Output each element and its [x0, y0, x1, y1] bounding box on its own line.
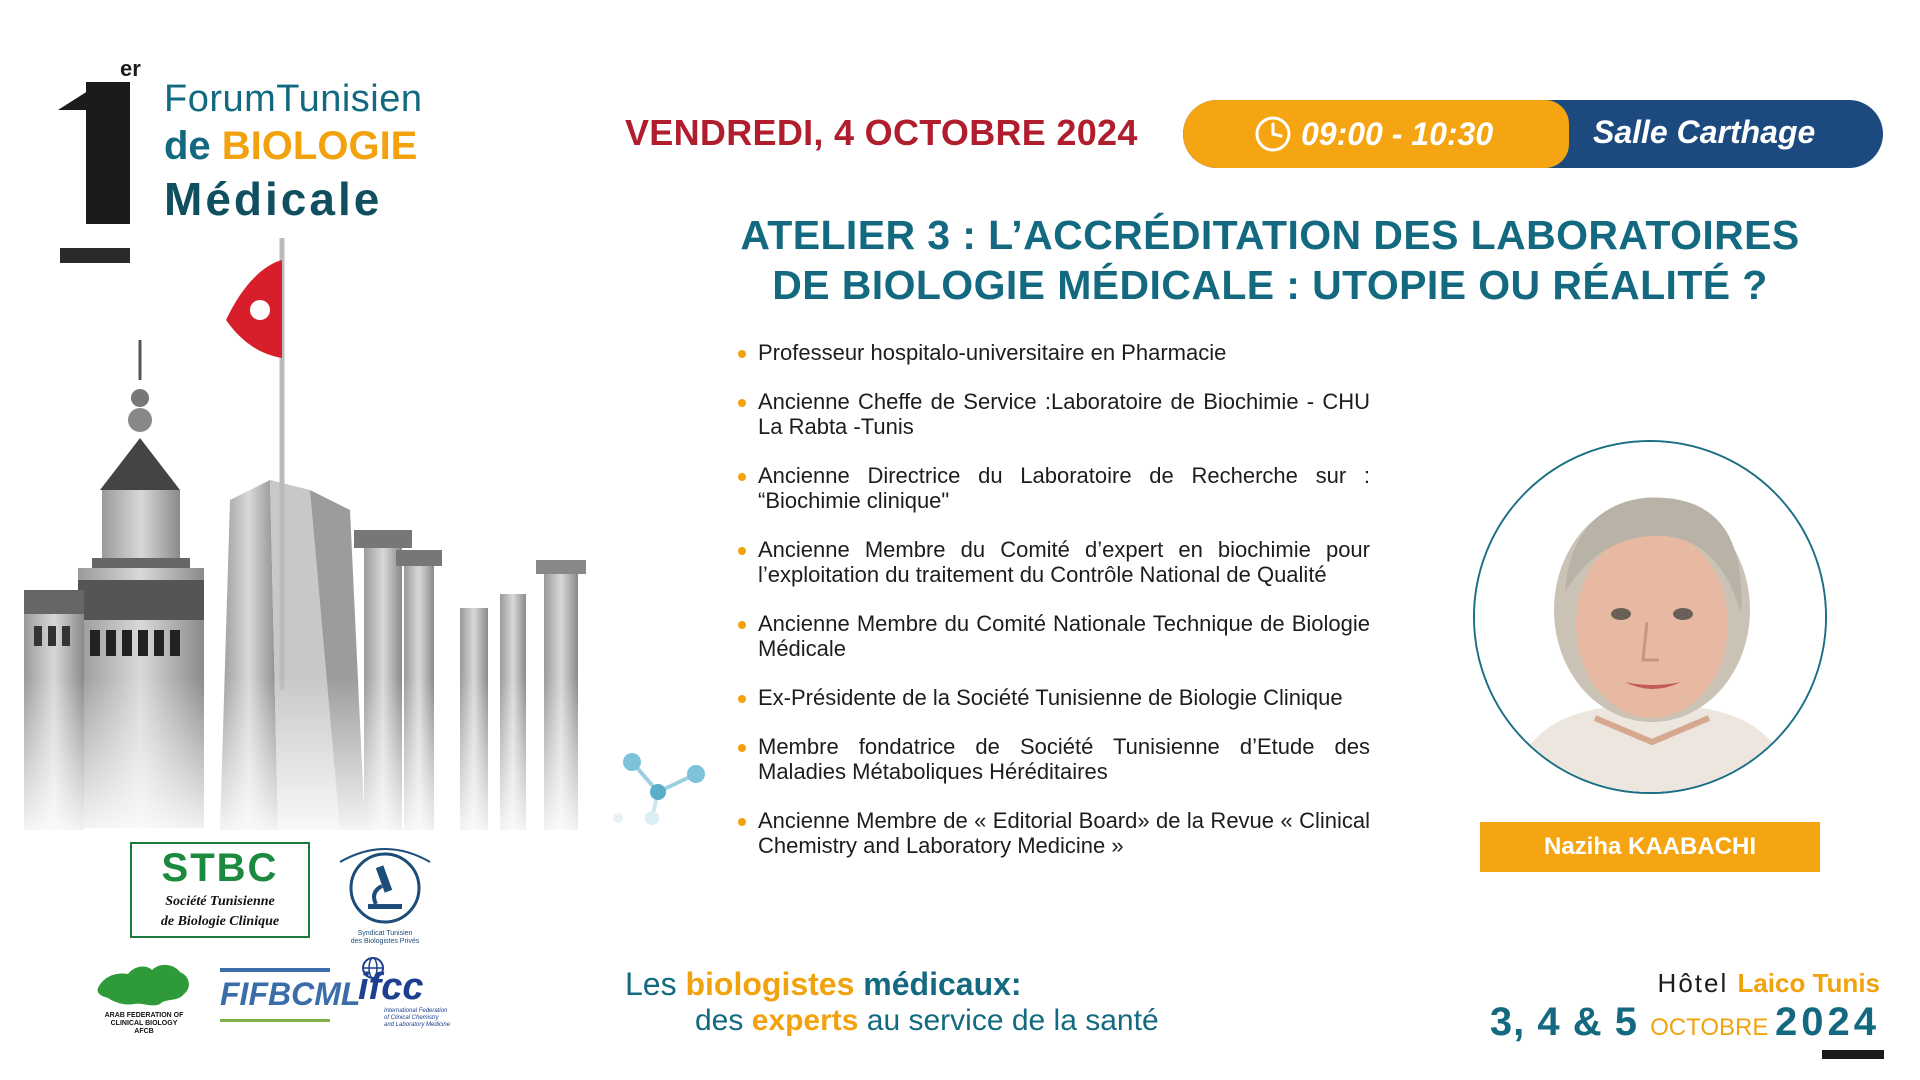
bullet-icon — [738, 621, 746, 629]
event-room: Salle Carthage — [1593, 114, 1816, 150]
slogan-line1 — [625, 966, 1022, 1003]
fifbcml-logo — [216, 966, 361, 1022]
slogan-line2 — [695, 1004, 1159, 1038]
fifbcml-logo-text: FIFBCML — [220, 976, 361, 1012]
ifcc-caption-3: and Laboratory Medicine — [384, 1022, 451, 1028]
bullet-icon — [738, 547, 746, 555]
bio-item — [738, 389, 1370, 439]
bio-item — [738, 808, 1370, 858]
forum-year: 2024 — [1775, 1000, 1880, 1044]
bullet-icon — [738, 473, 746, 481]
slogan-text: Les — [625, 966, 686, 1002]
forum-dates — [1490, 1000, 1880, 1045]
venue-prefix: Hôtel — [1657, 968, 1738, 998]
clock-icon — [1253, 114, 1293, 154]
ifcc-caption — [384, 1008, 482, 1029]
footer-underline — [1822, 1050, 1884, 1059]
syndicat-caption — [330, 930, 440, 946]
bullet-icon — [738, 350, 746, 358]
speaker-photo — [1473, 440, 1827, 794]
bullet-icon — [738, 744, 746, 752]
stbc-logo — [130, 842, 310, 938]
brand-medicale: Médicale — [164, 173, 383, 225]
brand-biologie: BIOLOGIE — [221, 124, 418, 168]
syndicat-caption-1: Syndicat Tunisien — [357, 930, 413, 937]
bullet-icon — [738, 695, 746, 703]
slogan-highlight: biologistes — [685, 966, 855, 1002]
bio-item-text: Ancienne Membre du Comité d’expert en biochimie pour l’exploitation du traitement du Contrôle National de Qualité — [758, 537, 1370, 587]
afcb-caption-1: ARAB FEDERATION OF — [104, 1012, 184, 1019]
speaker-bio-list — [738, 340, 1370, 882]
slogan-text: des — [695, 1004, 752, 1037]
forum-month: OCTOBRE — [1650, 1014, 1776, 1041]
bio-item-text: Professeur hospitalo-universitaire en Pharmacie — [758, 340, 1227, 365]
bio-item — [738, 340, 1370, 365]
bio-item-text: Membre fondatrice de Société Tunisienne d’Etude des Maladies Métaboliques Héréditaires — [758, 734, 1370, 784]
afcb-logo — [94, 958, 194, 1036]
speaker-portrait — [1475, 442, 1827, 794]
bio-item — [738, 685, 1370, 710]
bio-item — [738, 463, 1370, 513]
bio-item — [738, 734, 1370, 784]
event-time: 09:00 - 10:30 — [1301, 116, 1494, 152]
syndicat-logo — [330, 842, 440, 954]
forum-days: 3, 4 & 5 — [1489, 1000, 1651, 1044]
venue-name: Laico Tunis — [1737, 968, 1880, 998]
slogan-text: médicaux: — [854, 966, 1022, 1002]
ifcc-caption-1: International Federation — [384, 1008, 448, 1014]
brand-ordinal-suffix: er — [120, 56, 141, 81]
ifcc-logo-text: ifcc — [358, 966, 424, 1008]
tunis-skyline-illustration — [20, 230, 590, 850]
afcb-caption — [94, 1012, 194, 1036]
brand-ordinal-one — [58, 74, 130, 224]
arab-map-icon — [94, 958, 194, 1012]
syndicat-caption-2: des Biologistes Privés — [350, 938, 420, 945]
bio-item-text: Ancienne Directrice du Laboratoire de Recherche sur : “Biochimie clinique" — [758, 463, 1370, 513]
bio-item-text: Ancienne Membre de « Editorial Board» de la Revue « Clinical Chemistry and Laboratory Medicine » — [758, 808, 1370, 858]
speaker-name-badge: Naziha KAABACHI — [1480, 822, 1820, 872]
microscope-icon — [330, 842, 440, 930]
stbc-logo-line2: de Biologie Clinique — [160, 914, 280, 929]
brand-biologie-line — [164, 124, 417, 169]
workshop-title-line1: ATELIER 3 : L’ACCRÉDITATION DES LABORATOIRES — [740, 212, 1800, 258]
event-date: VENDREDI, 4 OCTOBRE 2024 — [625, 112, 1138, 153]
stbc-logo-line1: Société Tunisienne — [165, 894, 275, 909]
bullet-icon — [738, 399, 746, 407]
bullet-icon — [738, 818, 746, 826]
bio-item — [738, 611, 1370, 661]
molecule-icon — [612, 748, 732, 828]
bio-item — [738, 537, 1370, 587]
bio-item-text: Ex-Présidente de la Société Tunisienne de Biologie Clinique — [758, 685, 1343, 710]
brand-de: de — [164, 124, 222, 168]
slogan-text: au service de la santé — [858, 1004, 1159, 1037]
bio-item-text: Ancienne Membre du Comité Nationale Technique de Biologie Médicale — [758, 611, 1370, 661]
ifcc-logo — [354, 956, 484, 1032]
workshop-title-line2: DE BIOLOGIE MÉDICALE : UTOPIE OU RÉALITÉ ? — [772, 262, 1768, 308]
slogan-highlight: experts — [751, 1004, 859, 1037]
time-room-pill — [1183, 100, 1883, 168]
brand-forum-tunisien: ForumTunisien — [164, 78, 423, 120]
bio-item-text: Ancienne Cheffe de Service :Laboratoire de Biochimie - CHU La Rabta -Tunis — [758, 389, 1370, 439]
ifcc-caption-2: of Clinical Chemistry — [384, 1015, 439, 1021]
stbc-logo-name: STBC — [161, 846, 279, 890]
afcb-caption-3: AFCB — [134, 1028, 154, 1035]
afcb-caption-2: CLINICAL BIOLOGY — [110, 1020, 178, 1027]
venue — [1658, 968, 1880, 999]
